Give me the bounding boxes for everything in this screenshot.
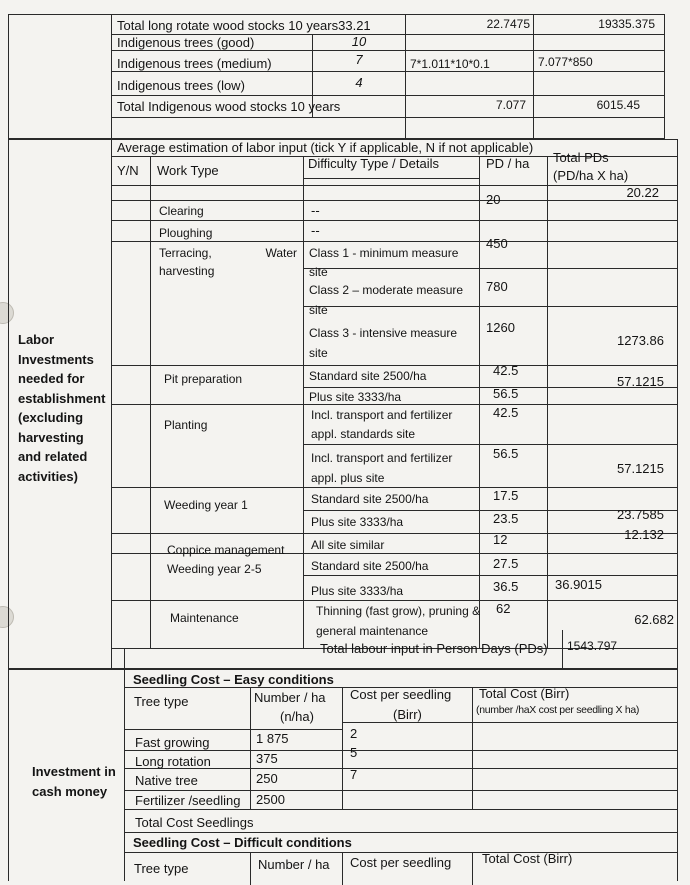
row-work-clearing: Clearing (159, 204, 204, 218)
row-detail-weeding-2-5-standard: Standard site 2500/ha (311, 559, 429, 573)
total-labour-label: Total labour input in Person Days (PDs) (320, 641, 548, 656)
indigenous-good-label: Indigenous trees (good) (117, 35, 255, 50)
difficult-header-total: Total Cost (Birr) (482, 851, 573, 866)
row-total-coppice: 12.132 (624, 527, 664, 542)
row-total-pit-plus: 57.1215 (617, 374, 664, 389)
row-pd-class2: 780 (486, 279, 508, 294)
row-pd-planting-plus: 56.5 (493, 446, 519, 461)
header-total-cost-sub: (number /haX cost per seedling X ha) (476, 704, 640, 716)
seedling-cost-fast: 2 (350, 726, 358, 741)
row-pd-weeding-1-standard: 17.5 (493, 488, 519, 503)
indigenous-medium-calc-1: 7*1.011*10*0.1 (410, 57, 490, 71)
row-detail-weeding-1-standard: Standard site 2500/ha (311, 492, 429, 506)
row-detail-maintenance-b: general maintenance (316, 624, 429, 638)
row-work-weeding-1: Weeding year 1 (164, 498, 248, 512)
labor-section-label: Labor Investments needed for establishment (excluding harvesting and related activities) (18, 332, 106, 484)
row-detail-class3-b: site (309, 346, 328, 360)
total-cost-seedlings: Total Cost Seedlings (135, 815, 254, 830)
long-rotate-label: Total long rotate wood stocks 10 years33.21 (117, 18, 371, 33)
row-detail-class1: Class 1 - minimum measure (309, 246, 459, 260)
row-work-maintenance: Maintenance (170, 611, 239, 625)
row-detail-ploughing: -- (311, 223, 320, 238)
row-detail-planting-standard-b: appl. standards site (311, 427, 416, 441)
row-detail-class1-b: site (309, 265, 328, 279)
total-indigenous-value-1: 7.077 (495, 98, 526, 112)
row-pd-weeding-1-plus: 23.5 (493, 511, 519, 526)
indigenous-good-value: 10 (351, 34, 367, 49)
row-detail-clearing: -- (311, 203, 320, 218)
cash-section-label: Investment in cash money (32, 764, 116, 799)
row-work-weeding-2-5: Weeding year 2-5 (167, 562, 262, 576)
row-work-pit: Pit preparation (164, 372, 243, 386)
header-tree-type: Tree type (134, 694, 189, 709)
row-pd-weeding-2-5-plus: 36.5 (493, 579, 519, 594)
row-detail-weeding-1-plus: Plus site 3333/ha (311, 515, 404, 529)
indigenous-low-value: 4 (355, 75, 363, 90)
row-pd: 20 (486, 192, 501, 207)
row-pd-pit-plus: 56.5 (493, 386, 519, 401)
total-labour-value: 1543.797 (567, 639, 618, 653)
difficult-conditions-title: Seedling Cost – Difficult conditions (133, 835, 352, 850)
header-pd-ha: PD / ha (486, 156, 530, 171)
long-rotate-value-2: 19335.375 (598, 17, 655, 31)
header-difficulty: Difficulty Type / Details (308, 156, 440, 171)
seedling-type-fertilizer: Fertilizer /seedling (135, 793, 241, 808)
seedling-number-fast: 1 875 (256, 731, 289, 746)
seedling-type-fast: Fast growing (135, 735, 210, 750)
header-cost-seedling-sub: (Birr) (393, 707, 422, 722)
row-total-class3: 1273.86 (617, 333, 664, 348)
easy-conditions-title: Seedling Cost – Easy conditions (133, 672, 334, 687)
row-detail-class3: Class 3 - intensive measure (309, 326, 458, 340)
indigenous-medium-value: 7 (355, 52, 363, 67)
seedling-cost-long: 5 (350, 745, 358, 760)
header-number-ha: Number / ha (254, 690, 326, 705)
difficult-header-number-ha: Number / ha (258, 857, 330, 872)
seedling-number-long: 375 (256, 751, 278, 766)
seedling-type-native: Native tree (135, 773, 198, 788)
row-pd-weeding-2-5-standard: 27.5 (493, 556, 519, 571)
row-detail-coppice: All site similar (311, 538, 385, 552)
row-pd-pit-standard: 42.5 (493, 363, 519, 378)
row-detail-weeding-2-5-plus: Plus site 3333/ha (311, 584, 404, 598)
seedling-type-long: Long rotation (135, 754, 211, 769)
indigenous-medium-calc-2: 7.077*850 (538, 55, 593, 69)
row-detail-pit-standard: Standard site 2500/ha (309, 369, 427, 383)
header-yn: Y/N (117, 163, 139, 178)
indigenous-medium-label: Indigenous trees (medium) (117, 56, 272, 71)
row-work-terracing-2: harvesting (159, 264, 215, 278)
long-rotate-value-1: 22.7475 (486, 17, 530, 31)
total-indigenous-label: Total Indigenous wood stocks 10 years (117, 99, 341, 114)
header-total-pds-sub: (PD/ha X ha) (553, 168, 629, 183)
row-pd-class1: 450 (486, 236, 508, 251)
header-cost-seedling: Cost per seedling (350, 687, 452, 702)
row-total: 20.22 (626, 185, 659, 200)
row-detail-pit-plus: Plus site 3333/ha (309, 390, 402, 404)
row-detail-planting-standard: Incl. transport and fertilizer (311, 408, 453, 422)
total-indigenous-value-2: 6015.45 (596, 98, 640, 112)
row-work-terracing: Terracing, Water (159, 246, 297, 260)
row-work-coppice: Coppice management (167, 543, 285, 557)
row-work-planting: Planting (164, 418, 208, 432)
difficult-header-cost: Cost per seedling (350, 855, 452, 870)
header-work-type: Work Type (157, 163, 219, 178)
labor-table-title: Average estimation of labor input (tick Y if applicable, N if not applicable) (117, 140, 534, 155)
header-total-pds: Total PDs (553, 150, 609, 165)
row-pd-maintenance: 62 (496, 601, 511, 616)
header-number-ha-sub: (n/ha) (280, 709, 314, 724)
seedling-cost-native: 7 (350, 767, 358, 782)
row-work-ploughing: Ploughing (159, 226, 213, 240)
difficult-header-tree-type: Tree type (134, 861, 189, 876)
row-total-maintenance: 62.682 (634, 612, 674, 627)
row-detail-class2: Class 2 – moderate measure (309, 283, 464, 297)
header-total-cost: Total Cost (Birr) (479, 686, 570, 701)
row-detail-class2-b: site (309, 303, 328, 317)
row-detail-planting-plus: Incl. transport and fertilizer (311, 451, 453, 465)
seedling-number-fertilizer: 2500 (256, 792, 285, 807)
row-total-weeding-1-plus: 23.7585 (617, 507, 664, 522)
indigenous-low-label: Indigenous trees (low) (117, 78, 245, 93)
row-pd-coppice: 12 (493, 532, 508, 547)
row-pd-planting-standard: 42.5 (493, 405, 519, 420)
row-total-planting-plus: 57.1215 (617, 461, 664, 476)
row-pd-class3: 1260 (486, 320, 515, 335)
row-detail-maintenance: Thinning (fast grow), pruning & (316, 604, 481, 618)
row-detail-planting-plus-b: appl. plus site (311, 471, 385, 485)
row-total-weeding-2-5-plus: 36.9015 (555, 577, 602, 592)
seedling-number-native: 250 (256, 771, 278, 786)
